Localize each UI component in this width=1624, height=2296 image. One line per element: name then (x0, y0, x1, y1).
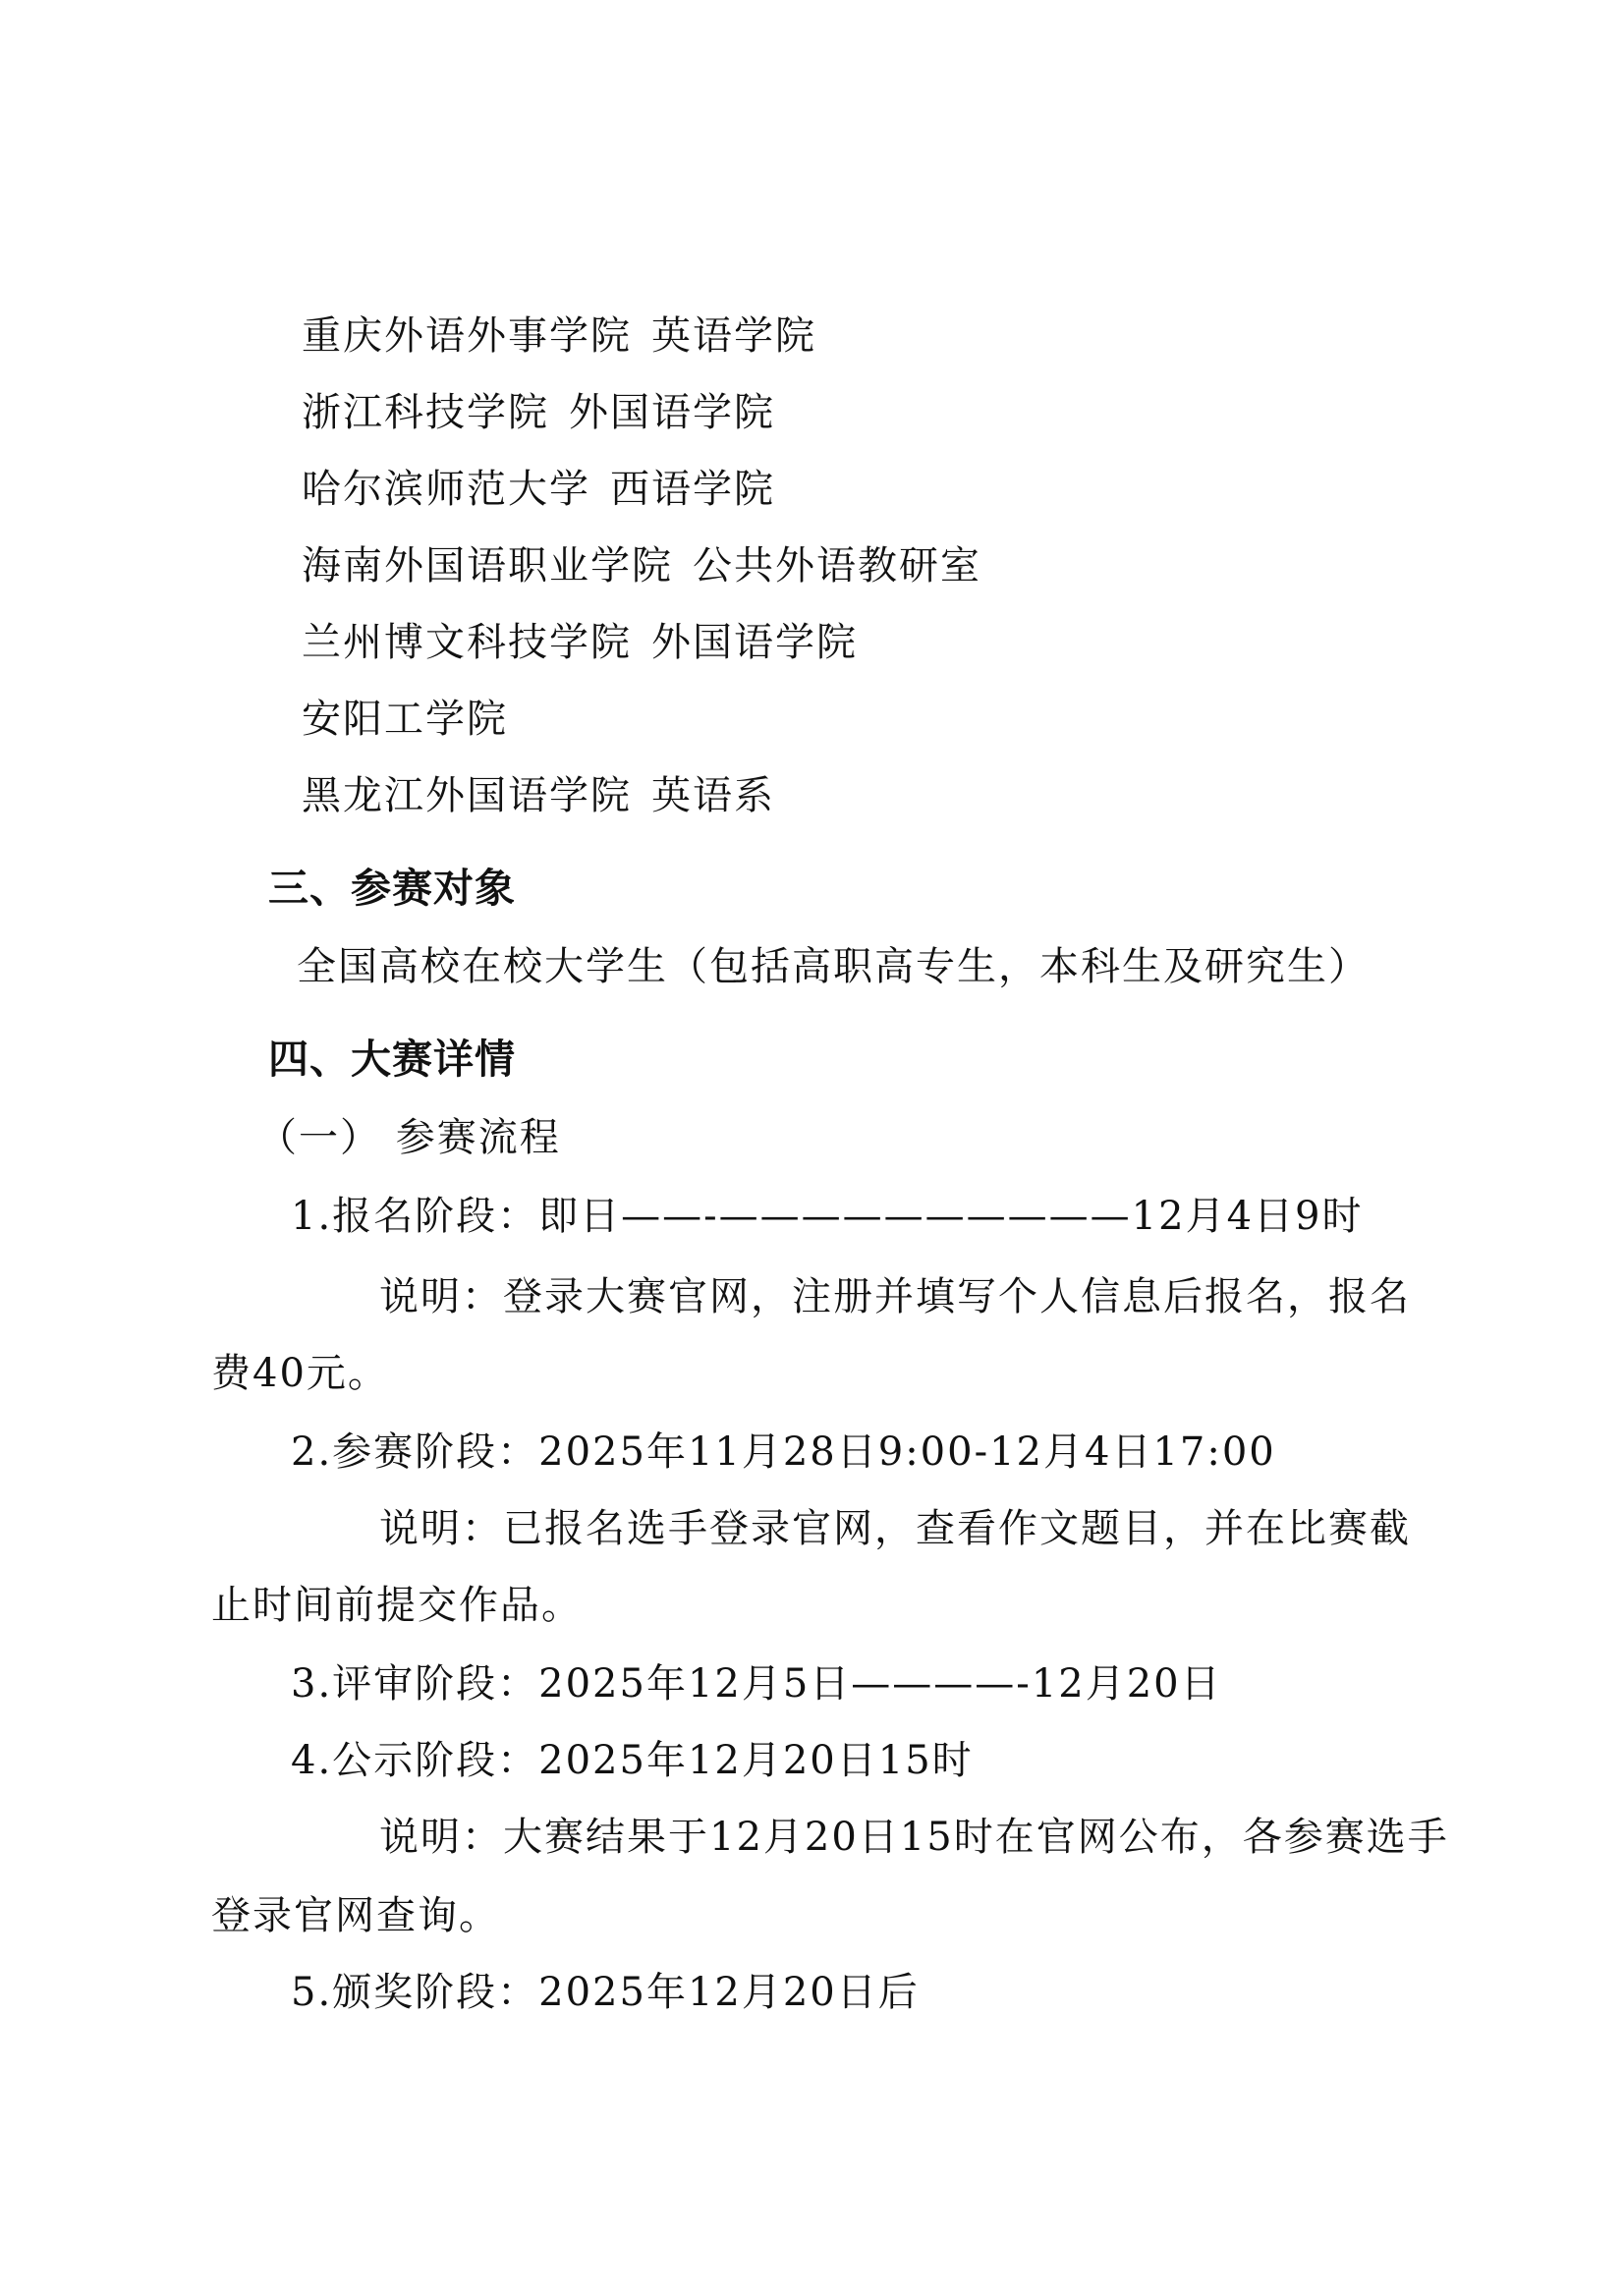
organizer-school: 黑龙江外国语学院 (302, 773, 632, 818)
step-publication-note-cont: 登录官网查询。 (211, 1893, 500, 1938)
organizer-dept: 外国语学院 (651, 620, 858, 665)
organizer-line-4 (302, 542, 981, 589)
organizer-school: 安阳工学院 (302, 697, 508, 742)
organizer-dept: 英语系 (651, 773, 775, 818)
organizer-dept: 西语学院 (610, 467, 775, 512)
section-heading-participants: 三、参赛对象 (268, 865, 516, 912)
organizer-school: 海南外国语职业学院 (302, 543, 673, 588)
organizer-school: 哈尔滨师范大学 (302, 467, 590, 512)
organizer-school: 浙江科技学院 (302, 390, 549, 435)
step-award: 5.颁奖阶段：2025年12月20日后 (291, 1970, 920, 2015)
step-registration: 1.报名阶段：即日——-——————————12月4日9时 (291, 1194, 1364, 1239)
organizer-line-2 (302, 389, 775, 436)
organizer-line-6 (302, 696, 528, 743)
organizer-line-1 (302, 312, 816, 360)
subsection-process: （一） 参赛流程 (257, 1115, 561, 1160)
step-review: 3.评审阶段：2025年12月5日————-12月20日 (291, 1661, 1222, 1707)
organizer-line-3 (302, 466, 775, 513)
step-competition-note-cont: 止时间前提交作品。 (211, 1583, 583, 1628)
step-competition: 2.参赛阶段：2025年11月28日9:00-12月4日17:00 (291, 1429, 1276, 1475)
organizer-dept: 外国语学院 (569, 390, 775, 435)
step-registration-note-cont: 费40元。 (211, 1351, 389, 1396)
section-heading-details: 四、大赛详情 (268, 1036, 516, 1083)
organizer-school: 兰州博文科技学院 (302, 620, 632, 665)
step-publication-note: 说明：大赛结果于12月20日15时在官网公布，各参赛选手 (379, 1815, 1449, 1860)
step-competition-note: 说明：已报名选手登录官网，查看作文题目，并在比赛截 (379, 1506, 1411, 1551)
organizer-line-7 (302, 772, 775, 819)
organizer-school: 重庆外语外事学院 (302, 313, 632, 359)
step-publication: 4.公示阶段：2025年12月20日15时 (291, 1738, 974, 1783)
organizer-line-5 (302, 619, 858, 666)
organizer-dept: 英语学院 (651, 313, 816, 359)
participants-body: 全国高校在校大学生（包括高职高专生，本科生及研究生） (297, 944, 1370, 989)
organizer-dept: 公共外语教研室 (693, 543, 981, 588)
step-registration-note: 说明：登录大赛官网，注册并填写个人信息后报名，报名 (379, 1274, 1411, 1319)
